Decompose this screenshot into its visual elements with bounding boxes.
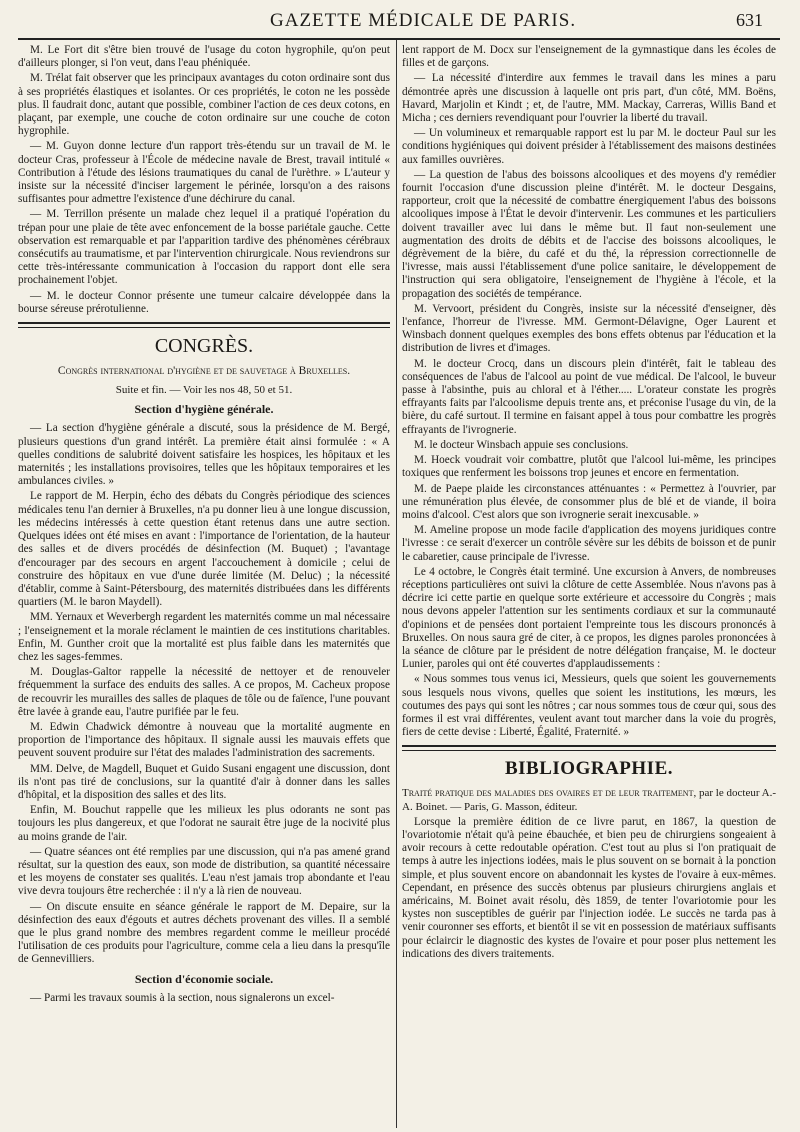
header-rule (18, 38, 780, 40)
paragraph: Lorsque la première édition de ce livre parut, en 1867, la question de l'ovariotomie n'était qu'à peine ébauchée, et bien peu de chirurgiens songeaient à avoir recours à cette redoutable opération. C'est tout au plus si l'on pratiquait de temps à autre les injections iodées, mais le plus souvent on se bornait à la ponction simple, et plus souvent encore on abandonnait les kystes de l'ovaire à eux-mêmes. Cependant, en présence des succès obtenus par plusieurs chirurgiens anglais et américains, M. Boinet avait résolu, dès 1859, de tenter l'ovariotomie pour les kystes non susceptibles de guérir par l'injection iodée. Le succès ne tarda pas à venir couronner ses efforts, et bientôt il se vit en possession de matériaux suffisants pour éclaircir le diagnostic des kystes de l'ovaire et pour poser plus nettement les indications des divers traitements. (402, 815, 776, 960)
paragraph: M. Edwin Chadwick démontre à nouveau que la mortalité augmente en proportion de l'importance des hôpitaux. Il signale aussi les mauvais effets que peuvent souvent produire sur l'état des malades l'administration des sacrements. (18, 720, 390, 760)
paragraph: — Quatre séances ont été remplies par une discussion, qui n'a pas amené grand résultat, sur la question des eaux, son mode de distribution, sa quantité nécessaire et les moyens de constater ses qualités. L'eau n'est jamais trop abondante et l'eau vive devra toujours être recherchée : il n'y a là rien de nouveau. (18, 845, 390, 898)
section-rule (402, 745, 776, 751)
paragraph: « Nous sommes tous venus ici, Messieurs, quels que soient les gouvernements sous lesquels nous vivons, quelles que soient les institutions, les mœurs, les coutumes des pays qui sont les nôtres ; car nous sommes tous de cœur qui, sous des formes il est vrai différentes, veulent avant tout marcher dans la voie du progrès, fiers de cette devise : Liberté, Égalité, Fraternité. » (402, 673, 776, 739)
paragraph: M. Hoeck voudrait voir combattre, plutôt que l'alcool lui-même, les principes toxiques que renferment les boissons trop jeunes et encore en fermentation. (402, 454, 776, 480)
congress-title: Congrès international d'hygiène et de sauvetage à Bruxelles. (57, 365, 351, 378)
paragraph: M. Ameline propose un mode facile d'application des moyens juridiques contre l'ivresse : ce serait d'exercer un contrôle sévère sur les débits de boisson et de punir le cabaretier, cause principale de l'ivresse. (402, 524, 776, 563)
paragraph: — On discute ensuite en séance générale le rapport de M. Depaire, sur la désinfection des eaux d'égouts et autres déchets provenant des villes. Il a semblé que le plus grand nombre des membres regardent comme le meilleur procédé l'utilisation de ces produits pour l'agriculture, comme cela a lieu dans la presqu'île de Gennevilliers. (18, 900, 390, 966)
left-column (18, 44, 390, 1126)
paragraph: M. Le Fort dit s'être bien trouvé de l'usage du coton hygrophile, qu'on peut d'ailleurs plonger, si l'on veut, dans l'eau phéniquée. (18, 44, 390, 70)
paragraph: — La section d'hygiène générale a discuté, sous la présidence de M. Bergé, plusieurs questions d'un grand intérêt. La première était ainsi formulée : « A quelles conditions de salubrité doivent satisfaire les hospices, les hôpitaux et les maternités ; les installations provisoires, telles que les hôpitaux temporaires et les ambulances civiles. » (18, 422, 390, 488)
section-rule (18, 322, 390, 328)
paragraph: — Parmi les travaux soumis à la section, nous signalerons un excel- (30, 991, 335, 1004)
paragraph: — La nécessité d'interdire aux femmes le travail dans les mines a paru démontrée après une discussion à laquelle ont pris part, d'un côté, MM. Boëns, Havard, Marjolin et Kindt ; et, de l'autre, MM. Mackay, Carreras, Willis Band et Micha ; ces derniers revendiquant pour l'ouvrier la liberté du travail. (402, 72, 776, 125)
book-reference (402, 787, 776, 813)
paragraph: MM. Delve, de Magdell, Buquet et Guido Susani engagent une discussion, dont ils n'ont pas tiré de conclusions, sur la quantité d'air à donner dans les salles d'hôpital, et la disposition des salles et des lits. (18, 762, 390, 801)
paragraph: Le rapport de M. Herpin, écho des débats du Congrès périodique des sciences médicales tenu l'an dernier à Bruxelles, n'a pu donner lieu à une longue discussion, les médecins intéressés à cette question étant retenus dans une autre section. Quelques idées ont été mises en avant : l'importance de l'orientation, de la hauteur des salles et de divers procédés de désinfection (M. Buquet) ; l'avantage d'encourager par des secours en argent l'accouchement à domicile ; celui de construire des hôpitaux en vue d'une durée limitée (M. Deluc) ; la nécessité d'établir, comme à Saint-Pétersbourg, des maternités distribuées dans les différents quartiers (M. le baron Maydell). (18, 490, 390, 609)
paragraph: M. Douglas-Galtor rappelle la nécessité de nettoyer et de renouveler fréquemment la surface des enduits des salles. A ce propos, M. Cacheux propose de recouvrir les murailles des salles de plaques de tôle ou de faïence, l'une pouvant être lavée à grande eau, l'autre purifiée par le feu. (18, 666, 390, 718)
subsection-heading: Section d'économie sociale. (134, 971, 274, 986)
book-title: Traité pratique des maladies des ovaires et de leur traitement (402, 787, 694, 800)
book-author: , par le docteur A.-A. Boinet. — Paris, G. Masson, éditeur. (402, 787, 776, 813)
paragraph: — M. le docteur Connor présente une tumeur calcaire développée dans la bourse séreuse prérotulienne. (18, 289, 390, 315)
continuation-note: Suite et fin. — Voir les nos 48, 50 et 51. (115, 384, 293, 397)
paragraph: Enfin, M. Bouchut rappelle que les milieux les plus odorants ne sont pas toujours les plus dangereux, et que l'odorat ne saurait être juge de la nocivité plus au moins grande de l'air. (18, 804, 390, 843)
running-header (0, 8, 800, 36)
section-title: CONGRÈS. (154, 335, 254, 358)
paragraph: MM. Yernaux et Weverbergh regardent les maternités comme un mal nécessaire ; l'enseignement et la morale réclament le maintien de ces institutions charitables. Enfin, M. Gunther croit que la mortalité est plus faible dans les maternités que chez les sages-femmes. (18, 611, 390, 663)
paragraph: lent rapport de M. Docx sur l'enseignement de la gymnastique dans les écoles de filles et de garçons. (402, 44, 776, 70)
paragraph: — M. Terrillon présente un malade chez lequel il a pratiqué l'opération du trépan pour une plaie de tête avec enfoncement de la bosse pariétale gauche. Cette observation est remarquable et par l'apparition tardive des phénomènes cérébraux consécutifs au traumatisme, et par l'intervention chirurgicale. Nous reviendrons sur cette très-intéressante communication à l'occasion du rapport dont elle sera prochainement l'objet. (18, 208, 390, 287)
paragraph: Le 4 octobre, le Congrès était terminé. Une excursion à Anvers, de nombreuses réceptions particulières ont suivi la clôture de cette Assemblée. Nous n'avons pas à décrire ici cette partie en quelque sorte extérieure et accessoire du Congrès ; mais nous devons appeler l'attention sur les sentiments cordiaux et sur la communauté d'opinions et de pensées dont portaient l'empreinte tous les discours prononcés à Bruxelles. On nous saura gré de citer, à ce propos, les dignes paroles prononcées à la séance de clôture par le président de notre délégation française, M. le docteur Lunier, paroles qui ont été couvertes d'applaudissements : (402, 565, 776, 671)
paragraph: M. Trélat fait observer que les principaux avantages du coton ordinaire sont dus à ses propriétés élastiques et isolantes. Or ces propriétés, le coton ne les possède plus. Il faudrait donc, autant que possible, combiner l'action de ces deux cotons, en plaçant, par exemple, une couche de coton ordinaire sur une couche de coton hygrophile. (18, 72, 390, 138)
header-title: GAZETTE MÉDICALE DE PARIS. (270, 10, 577, 31)
paragraph: M. Vervoort, président du Congrès, insiste sur la nécessité d'enseigner, dès l'enfance, l'horreur de l'ivresse. MM. Germont-Délavigne, Oger Laurent et Winsbach donnent quelques exemples des bons effets obtenus par l'éducation et la distribution de livres et d'images. (402, 302, 776, 355)
paragraph: M. le docteur Crocq, dans un discours plein d'intérêt, fait le tableau des conséquences de l'abus de l'alcool au point de vue médical. De l'alcool, le buveur passe à l'absinthe, puis au chloral et à l'éther..... L'orateur constate les progrès effrayants faits par l'alcoolisme depuis trente ans, et préconise l'usage du vin, de la bière, du café surtout. Il termine en faisant appel à tous pour combattre les progrès effrayants de l'ivrognerie. (402, 357, 776, 436)
column-divider (396, 40, 397, 1128)
bibliography-title: BIBLIOGRAPHIE. (504, 758, 673, 780)
subsection-heading: Section d'hygiène générale. (134, 402, 274, 417)
paragraph: M. le docteur Winsbach appuie ses conclusions. (414, 438, 629, 451)
paragraph: — Un volumineux et remarquable rapport est lu par M. le docteur Paul sur les conditions hygiéniques qui doivent présider à l'établissement des maisons destinées aux familles ouvrières. (402, 127, 776, 166)
page-number: 631 (736, 10, 763, 30)
paragraph: — M. Guyon donne lecture d'un rapport très-étendu sur un travail de M. le docteur Cras, professeur à l'École de médecine navale de Brest, travail intitulé « Contribution à l'étude des lésions traumatiques du canal de l'urèthre. » L'auteur y insiste sur la nécessité d'inciser largement le périnée, lorsqu'on a des raisons suffisantes pour admettre l'existence d'une déchirure du canal. (18, 140, 390, 206)
right-column (402, 44, 776, 1126)
paragraph: — La question de l'abus des boissons alcooliques et des moyens d'y remédier fournit l'occasion d'une discussion pleine d'intérêt. M. le docteur Desgains, rapporteur, croit que la nécessité de combattre énergiquement l'abus des boissons alcooliques impose à l'État le devoir d'intervenir. Les communes et les particuliers doivent travailler avec lui dans le même but. Il faut non-seulement une augmentation des droits de débits et de l'accise des boissons alcooliques, le dégrèvement de la bière, du café et du thé, la répression correctionnelle de l'ivresse, mais aussi l'établissement d'une police sanitaire, le développement de l'instruction qui sera obligatoire, l'enseignement de l'hygiène à l'école, et la propagation des sociétés de tempérance. (402, 168, 776, 300)
paragraph: M. de Paepe plaide les circonstances atténuantes : « Permettez à l'ouvrier, par une rémunération plus élevée, de consommer plus de blé et de viande, il boira moins d'alcool. C'est alors que son ivrognerie serait inexcusable. » (402, 482, 776, 521)
